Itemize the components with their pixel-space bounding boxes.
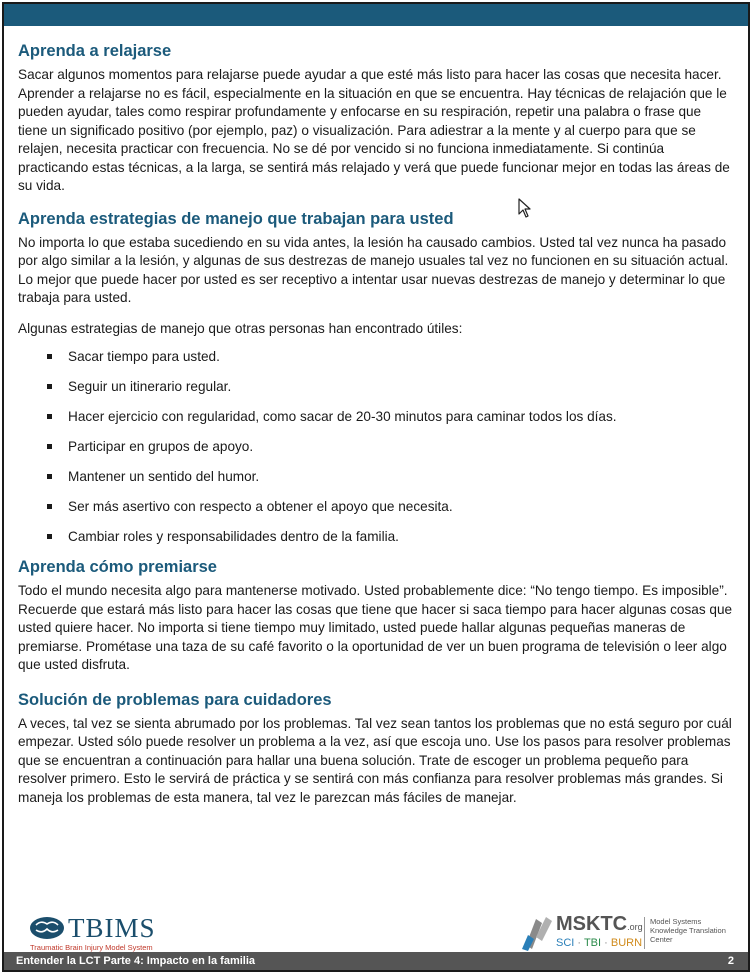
list-item xyxy=(18,498,734,528)
section-heading: Aprenda cómo premiarse xyxy=(18,558,217,576)
bullet-square-icon xyxy=(47,384,52,389)
tbims-name: TBIMS xyxy=(68,913,156,943)
bullet-list xyxy=(18,348,734,554)
list-item-text: Seguir un itinerario regular. xyxy=(68,379,232,394)
section-heading: Solución de problemas para cuidadores xyxy=(18,690,332,709)
list-item xyxy=(18,378,734,408)
list-item-text: Mantener un sentido del humor. xyxy=(68,469,260,484)
section-relajarse xyxy=(18,40,734,196)
list-item xyxy=(18,468,734,498)
paragraph: Algunas estrategias de manejo que otras personas han encontrado útiles: xyxy=(18,320,463,336)
footer-logos xyxy=(4,909,748,955)
document-content xyxy=(18,40,734,819)
section-premiarse xyxy=(18,556,734,675)
msktc-center-name: Model Systems Knowledge Translation Center xyxy=(650,917,726,944)
section-solucion-problemas xyxy=(18,689,734,808)
paragraph: A veces, tal vez se sienta abrumado por los problemas. Tal vez sean tantos los problemas que no está seguro por cuál empezar. Usted sólo puede resolver un problema a la vez, así que escoja uno. Use los pasos para resolver problemas que se encuentran a continuación para hallar una buena solución. Trate de escoger un problema pequeño para resolver primero. Esto le servirá de práctica y se sentirá con más confianza para resolver problemas más grandes. Si maneja los problemas de esta manera, tal vez le parezcan más fáciles de manejar. xyxy=(18,715,732,805)
list-item-text: Sacar tiempo para usted. xyxy=(68,349,220,364)
logo-divider xyxy=(644,917,645,949)
msktc-name: MSKTC.org xyxy=(556,913,643,935)
paragraph: Sacar algunos momentos para relajarse puede ayudar a que esté más listo para hacer las cosas que necesita hacer. Aprender a relajarse no es fácil, especialmente en la situación en que se encuentra. Hay técnicas de relajación que le pueden ayudar, tales como respirar profundamente y enfocarse en su respiración, repetir una palabra o frase que tiene un significado positivo (por ejemplo, paz) o visualización. Para adiestrar a la mente y al cuerpo para que se relajen, necesita practicar con frecuencia. No se dé por vencido si no funciona inmediatamente. Si continúa practicando estas técnicas, a la larga, se sentirá más relajado y verá que puede funcionar mejor en todas las áreas de su vida. xyxy=(18,67,730,193)
footer-title: Entender la LCT Parte 4: Impacto en la familia xyxy=(16,955,256,967)
page-number: 2 xyxy=(727,955,734,967)
msktc-tags: SCI · TBI · BURN xyxy=(556,937,643,949)
section-estrategias xyxy=(18,208,734,555)
footer-bar xyxy=(4,952,748,970)
bullet-square-icon xyxy=(47,354,52,359)
list-item xyxy=(18,528,734,554)
bullet-square-icon xyxy=(47,444,52,449)
msktc-org: .org xyxy=(627,922,643,932)
msktc-logo-icon xyxy=(522,915,554,956)
bullet-square-icon xyxy=(47,534,52,539)
list-item-text: Hacer ejercicio con regularidad, como sacar de 20-30 minutos para caminar todos los días. xyxy=(68,409,617,424)
list-item-text: Participar en grupos de apoyo. xyxy=(68,439,254,454)
paragraph: Todo el mundo necesita algo para mantenerse motivado. Usted probablemente dice: “No tengo tiempo. Es imposible”. Recuerde que estará más listo para hacer las cosas que tiene que hacer si saca tiempo para hacer algunas cosas que usted quiere hacer. No importa si tiene tiempo muy limitado, usted puede hallar algunas pequeñas maneras de premiarse. Prométase una taza de su café favorito o la oportunidad de ver un buen programa de televisión o leer algo que usted disfruta. xyxy=(18,583,733,672)
list-item xyxy=(18,408,734,438)
bullet-square-icon xyxy=(47,504,52,509)
list-item-text: Ser más asertivo con respecto a obtener el apoyo que necesita. xyxy=(68,499,453,514)
paragraph: No importa lo que estaba sucediendo en su vida antes, la lesión ha causado cambios. Usted tal vez nunca ha pasado por algo similar a la lesión, y algunas de sus destrezas de manejo usuales tal vez no funcionen en su situación actual. Lo mejor que puede hacer por usted es ser receptivo a intentar usar nuevas destrezas de manejo y determinar lo que trabaja para usted. xyxy=(18,234,729,305)
tbims-subtitle: Traumatic Brain Injury Model System xyxy=(30,943,153,952)
header-band xyxy=(4,4,748,26)
mouse-cursor-icon xyxy=(518,198,532,223)
bullet-square-icon xyxy=(47,414,52,419)
bullet-square-icon xyxy=(47,474,52,479)
msktc-logo xyxy=(522,911,732,955)
tbims-brain-icon xyxy=(28,915,66,946)
list-item xyxy=(18,438,734,468)
list-item-text: Cambiar roles y responsabilidades dentro de la familia. xyxy=(68,529,399,544)
section-heading: Aprenda a relajarse xyxy=(18,42,172,60)
document-page xyxy=(2,2,750,972)
list-item xyxy=(18,348,734,378)
section-heading: Aprenda estrategias de manejo que trabajan para usted xyxy=(18,209,454,228)
